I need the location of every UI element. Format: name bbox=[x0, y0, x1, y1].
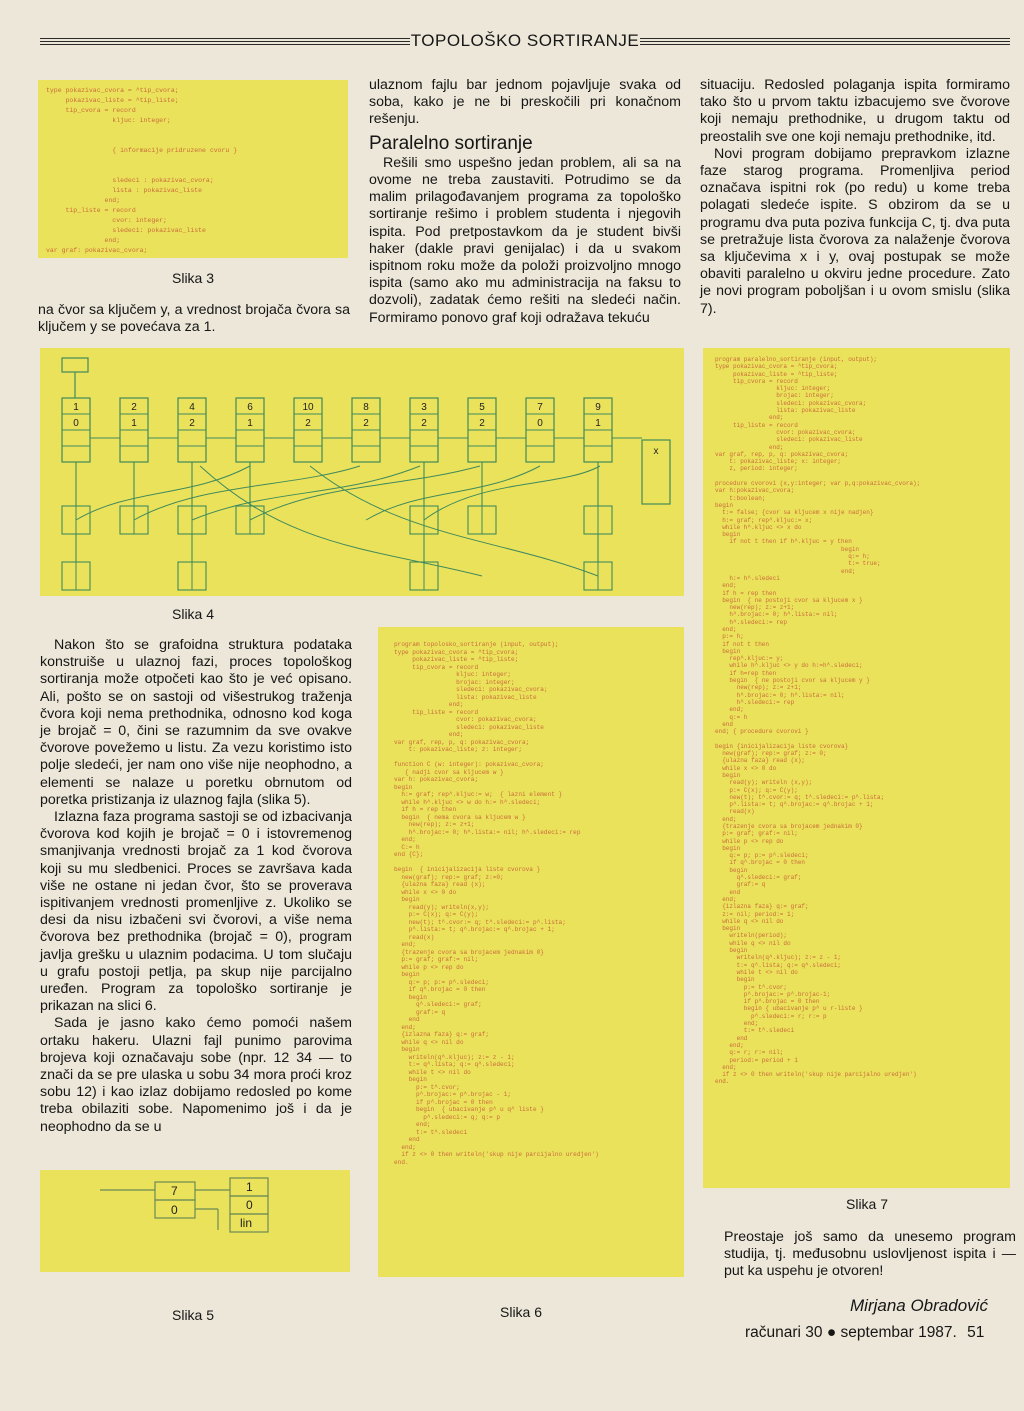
header-rule-right bbox=[640, 38, 1010, 47]
figure-6-code: program topolosko_sortiranje (input, output); type pokazivac_cvora = ^tip_cvora; pokazivac_liste = ^tip_liste; tip_cvora = record kljuc: integer; brojac: integer; sledeci: pokazivac_cvora; lista: pokazivac_liste end; tip_liste = record cvor: pokazivac_cvora; sledeci: pokazivac_liste end; var graf, rep, p, q: pokazivac_cvora; t: pokazivac_liste; z: integer; function C (w: integer): pokazivac_cvora; { nadji cvor sa kljucem w } var h: pokazivac_cvora; begin h:= graf; rep^.kljuc:= w; { lazni element } while h^.kljuc <> w do h:= h^.sledeci; if h = rep then begin { nema cvora sa kljucem w } new(rep); z:= z+1; h^.brojac:= 0; h^.lista:= nil; h^.sledeci:= rep end; C:= h end {C}; begin { inicijalizacija liste cvorova } new(graf); rep:= graf; z:=0; {ulazna faza} read (x); while x <> 0 do begin read(y); writeln(x,y); p:= C(x); q:= C(y); new(t); t^.cvor:= q; t^.sledeci:= p^.lista; p^.lista:= t; q^.brojac:= q^.brojac + 1; read(x) end; {trazenje cvora sa brojacem jednakim 0} p:= graf; graf:= nil; while p <> rep do begin q:= p; p:= p^.sledeci; if q^.brojac = 0 then begin q^.sledeci:= graf; graf:= q end end; {izlazna faza} q:= graf; while q <> nil do begin writeln(q^.kljuc); z:= z - 1; t:= q^.lista; q:= q^.sledeci; while t <> nil do begin p:= t^.cvor; p^.brojac:= p^.brojac - 1; if p^.brojac = 0 then begin { ubacivanje p^ u q^ liste } p^.sledeci:= q; q:= p end; t:= t^.sledeci end end; if z <> 0 then writeln('skup nije parcijalno uredjen') end. bbox=[394, 641, 599, 1166]
col3-para2: Novi program dobijamo prepravkom izlazne faze starog programa. Promenljiva period označava ispitni rok (po redu) u kome treba polagati sledeće ispite. S obzirom da se u programu dva puta poziva funkcija C, tj. dva puta se pretražuje lista čvorova za nalaženje čvorova sa ključevima x i y, ovaj postupak se može obaviti paralelno u okviru jedne procedure. Zato je novi program poboljšan i u ovom smislu (slika 7). bbox=[700, 145, 1010, 317]
figure-3-code: type pokazivac_cvora = ^tip_cvora; pokazivac_liste = ^tip_liste; tip_cvora = record kljuc: integer; { informacije pridruzene cvoru } sledeci : pokazivac_cvora; lista : pokazivac_liste end; tip_liste = record cvor: integer; sledeci: pokazivac_liste end; var graf: pokazivac_cvora; bbox=[46, 87, 238, 254]
cross-link bbox=[134, 466, 360, 520]
footer-page-number: 51 bbox=[967, 1324, 985, 1341]
figure-5-cell-a: 7 bbox=[171, 1184, 178, 1198]
footer-bullet-icon: ● bbox=[826, 1324, 841, 1341]
col1-para1: Nakon što se grafoidna struktura podataka konstruiše u ulaznoj fazi, proces topološkog sortiranja može otpočeti kao što je već opisano. Ali, pošto se on sastoji od višestrukog traženja čvora koji nema prethodnika, odnosno kod koga je brojač = 0, čini se razumnim da sve ovakve čvorove povežemo u listu. Za vezu koristimo isto polje sledeći, jer nam ono više nije neophodno, a elementi se nalaze u poretku obrnutom od poretka pristizanja iz ulaznog fajla (slika 5). bbox=[40, 637, 352, 808]
figure-6-code-panel bbox=[378, 627, 684, 1277]
node-key: 5 bbox=[479, 402, 485, 413]
node-key: 9 bbox=[595, 402, 601, 413]
node-counter: 0 bbox=[537, 418, 543, 429]
figure-6-caption: Slika 6 bbox=[500, 1304, 543, 1320]
node-counter: 1 bbox=[595, 418, 601, 429]
node-key: 3 bbox=[421, 402, 427, 413]
figure-7-caption: Slika 7 bbox=[846, 1196, 889, 1212]
node-key: 10 bbox=[302, 402, 314, 413]
col2-para2: Rešili smo uspešno jedan problem, ali sa na ovome ne treba zaustaviti. Potrudimo se da malim prilagođavanjem programa za topološko sortiranje rešimo i problem studenta i njegovih ispita. Pod pretpostavkom da je student bivši haker (dakle pravi genijalac) i da u svakom ispitnom roku može da položi proizvoljno mnogo ispita (samo ako mu administracija na faksu to dozvoli), zadatak ćemo rešiti na sledeći način. Formiramo ponovo graf koji odražava tekuću bbox=[369, 154, 681, 326]
node-key: 4 bbox=[189, 402, 195, 413]
node-counter: 0 bbox=[73, 418, 79, 429]
node-counter: 2 bbox=[479, 418, 485, 429]
node-counter: 2 bbox=[189, 418, 195, 429]
col1-para2: Izlazna faza programa sastoji se od izbacivanja čvorova kod kojih je brojač = 0 i istovremenog smanjivanja vrednosti brojač za 1 kod čvorova koji su mu sledbenici. Proces se završava kada više ne ostane ni jedan čvor, što se proverava ispitivanjem vrednosti promenljive z. Ukoliko se desi da nisu izbačeni svi čvorovi, a više nema čvorova bez prethodnika (brojač = 0), program javlja grešku u ulaznim podacima. U tom slučaju u grafu postoji petlja, pa skup nije parcijalno uređen. Program za topološko sortiranje je prikazan na slici 6. bbox=[40, 809, 352, 1015]
figure-5-caption: Slika 5 bbox=[172, 1307, 215, 1323]
head-node bbox=[62, 358, 88, 372]
cross-link bbox=[366, 466, 540, 520]
figure-4-panel bbox=[40, 348, 684, 596]
figure-5-cell-b: 0 bbox=[171, 1203, 178, 1217]
section-heading: Paralelno sortiranje bbox=[369, 132, 533, 154]
node-key: 7 bbox=[537, 402, 543, 413]
cross-link bbox=[76, 466, 250, 520]
figure-4-caption: Slika 4 bbox=[172, 606, 215, 622]
node-counter: 2 bbox=[421, 418, 427, 429]
tail-marker: x bbox=[653, 446, 659, 457]
figure-3-code-panel bbox=[38, 80, 348, 258]
section-title: TOPOLOŠKO SORTIRANJE bbox=[410, 31, 640, 50]
cross-link bbox=[310, 466, 598, 576]
figure-3-caption: Slika 3 bbox=[172, 270, 215, 286]
footer-magazine: računari 30 bbox=[745, 1324, 823, 1341]
node-key: 2 bbox=[131, 402, 137, 413]
col1-para3: Sada je jasno kako ćemo pomoći našem ortaku hakeru. Ulazni fajl punimo parovima brojeva koji označavaju sobe (npr. 12 34 — to znači da se pre ulaska u sobu 34 mora proći kroz sobu 12) i kao izlaz dobijamo redosled po kome treba obilaziti sobe. Napomenimo još i da je neophodno da se u bbox=[40, 1015, 352, 1135]
col3-top-text bbox=[700, 77, 1010, 318]
node-counter: 2 bbox=[363, 418, 369, 429]
col2-para1: ulaznom fajlu bar jednom pojavljuje svaka od soba, kako je ne bi preskočili pri konačnom rešenju. bbox=[369, 77, 681, 128]
figure-5-panel bbox=[40, 1170, 350, 1272]
page-footer bbox=[745, 1324, 1015, 1342]
cross-link bbox=[200, 466, 482, 576]
figure-5-cell-c: 1 bbox=[246, 1180, 253, 1194]
node-key: 1 bbox=[73, 402, 79, 413]
footer-issue: septembar 1987. bbox=[840, 1324, 957, 1341]
figure-5-cell-e: lin bbox=[240, 1216, 253, 1230]
figure-7-code-panel bbox=[703, 348, 1010, 1188]
figure-5-diagram bbox=[40, 1170, 350, 1272]
figure-4-graph bbox=[40, 348, 684, 596]
closing-text: Preostaje još samo da unesemo program studija, tj. međusobnu uslovljenost ispita i — put ka uspehu je otvoren! bbox=[724, 1229, 1016, 1280]
col1-top-text: na čvor sa ključem y, a vrednost brojača čvora sa ključem y se povećava za 1. bbox=[38, 302, 350, 336]
col2-top-text bbox=[369, 77, 681, 327]
cross-link bbox=[192, 466, 420, 520]
cross-link bbox=[250, 466, 480, 520]
node-counter: 2 bbox=[305, 418, 311, 429]
header-rule-left bbox=[40, 38, 410, 47]
node-key: 6 bbox=[247, 402, 253, 413]
node-key: 8 bbox=[363, 402, 369, 413]
node-counter: 1 bbox=[131, 418, 137, 429]
col1-body-text bbox=[40, 637, 352, 1136]
node-counter: 1 bbox=[247, 418, 253, 429]
figure-5-cell-d: 0 bbox=[246, 1198, 253, 1212]
figure-7-code: program paralelno_sortiranje (input, output); type pokazivac_cvora = ^tip_cvora; pokazivac_liste = ^tip_liste; tip_cvora = record kljuc: integer; brojac: integer; sledeci: pokazivac_cvora; lista: pokazivac_liste end; tip_liste = record cvor: pokazivac_cvora; sledeci: pokazivac_liste end; var graf, rep, p, q: pokazivac_cvora; t: pokazivac_liste; x: integer; z, period: integer; procedure cvorovi (x,y:integer; var p,q:pokazivac_cvora); var h:pokazivac_cvora; t:boolean; begin t:= false; {cvor sa kljucem x nije nadjen} h:= graf; rep^.kljuc:= x; while h^.kljuc <> x do begin if not t then if h^.kljuc = y then begin q:= h; t:= true; end; h:= h^.sledeci end; if h = rep then begin { ne postoji cvor sa kljucem x } new(rep); z:= z+1; h^.brojac:= 0; h^.lista:= nil; h^.sledeci:= rep end; p:= h; if not t then begin rep^.kljuc:= y; while h^.kljuc <> y do h:=h^.sledeci; if h=rep then begin { ne postoji cvor sa kljucem y } new(rep); z:= z+1; h^.brojac:= 0; h^.lista:= nil; h^.sledeci:= rep end; q:= h end end; { procedure cvorovi } begin {inicijalizacija liste cvorova} new(graf); rep:= graf; z:= 0; {ulazna faza} read (x); while x <> 0 do begin read(y); writeln (x,y); p:= C(x); q:= C(y); new(t); t^.cvor:= q; t^.sledeci:= p^.lista; p^.lista:= t; q^.brojac:= q^.brojac + 1; read(x) end; {trazenje cvora sa brojacem jednakim 0} p:= graf; graf:= nil; while p <> rep do begin q:= p; p:= p^.sledeci; if q^.brojac = 0 then begin q^.sledeci:= graf; graf:= q end end; {izlazna faza} q:= graf; z:= nil; period:= 1; while q <> nil do begin writeln(period); while q <> nil do begin writeln(q^.kljuc); z:= z - 1; t:= q^.lista; q:= q^.sledeci; while t <> nil do begin p:= t^.cvor; p^.brojac:= p^.brojac-1; if p^.brojac = 0 then begin { ubacivanje p^ u r-liste } p^.sledeci:= r; r:= p end; t:= t^.sledeci end end; q:= r; r:= nil; period:= period + 1 end; if z <> 0 then writeln('skup nije parcijalno uredjen') end. bbox=[715, 356, 921, 1086]
col3-para1: situaciju. Redosled polaganja ispita formiramo tako što u prvom taktu izbacujemo sve čvorove koji nemaju prethodnike, u drugom taktu od preostalih sve one koji nemaju prethodnike, itd. bbox=[700, 77, 1010, 145]
author-signature: Mirjana Obradović bbox=[850, 1296, 988, 1315]
